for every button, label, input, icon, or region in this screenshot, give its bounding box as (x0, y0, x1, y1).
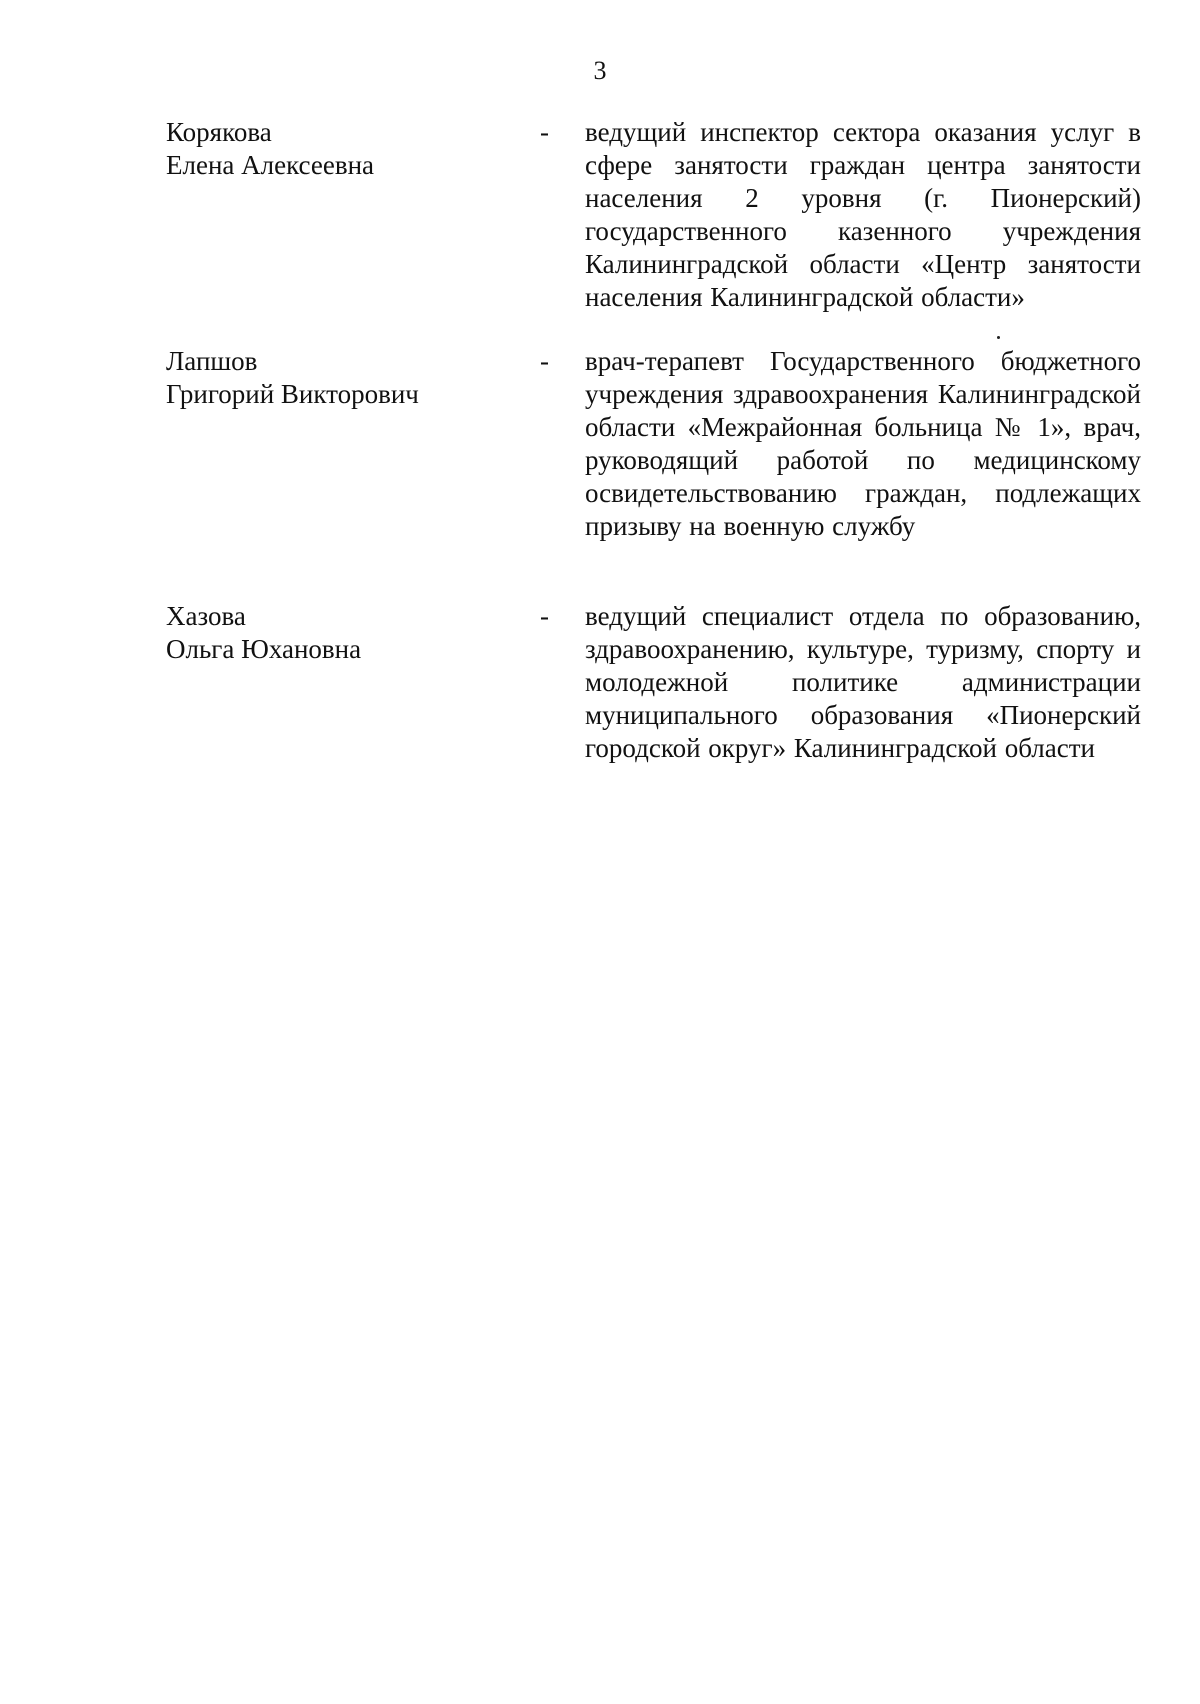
person-surname: Лапшов (166, 346, 258, 376)
scan-speck (997, 336, 1000, 339)
person-surname: Корякова (166, 117, 272, 147)
person-given-names: Григорий Викторович (166, 379, 419, 409)
person-given-names: Ольга Юхановна (166, 634, 362, 664)
position-description: врач-терапевт Государственного бюджетного учреждения здравоохранения Калининградской области «Межрайонная больница № 1», врач, руководящий работой по медицинскому освидетельствованию граждан, подлежащих призыву на военную службу (585, 346, 1141, 541)
person-name (166, 345, 526, 411)
position-description: ведущий специалист отдела по образованию, здравоохранению, культуре, туризму, спорту и молодежной политике администрации муниципального образования «Пионерский городской округ» Калининградской области (585, 601, 1141, 763)
person-surname: Хазова (166, 601, 246, 631)
position-description: ведущий инспектор сектора оказания услуг в сфере занятости граждан центра занятости населения 2 уровня (г. Пионерский) государственного казенного учреждения Калининградской области «Центр занятости населения Калининградской области» (585, 117, 1141, 312)
dash-separator: - (540, 117, 549, 147)
person-name (166, 600, 526, 666)
person-name (166, 116, 526, 182)
page-number: 3 (593, 56, 607, 85)
person-given-names: Елена Алексеевна (166, 150, 374, 180)
dash-separator: - (540, 601, 549, 631)
dash-separator: - (540, 346, 549, 376)
